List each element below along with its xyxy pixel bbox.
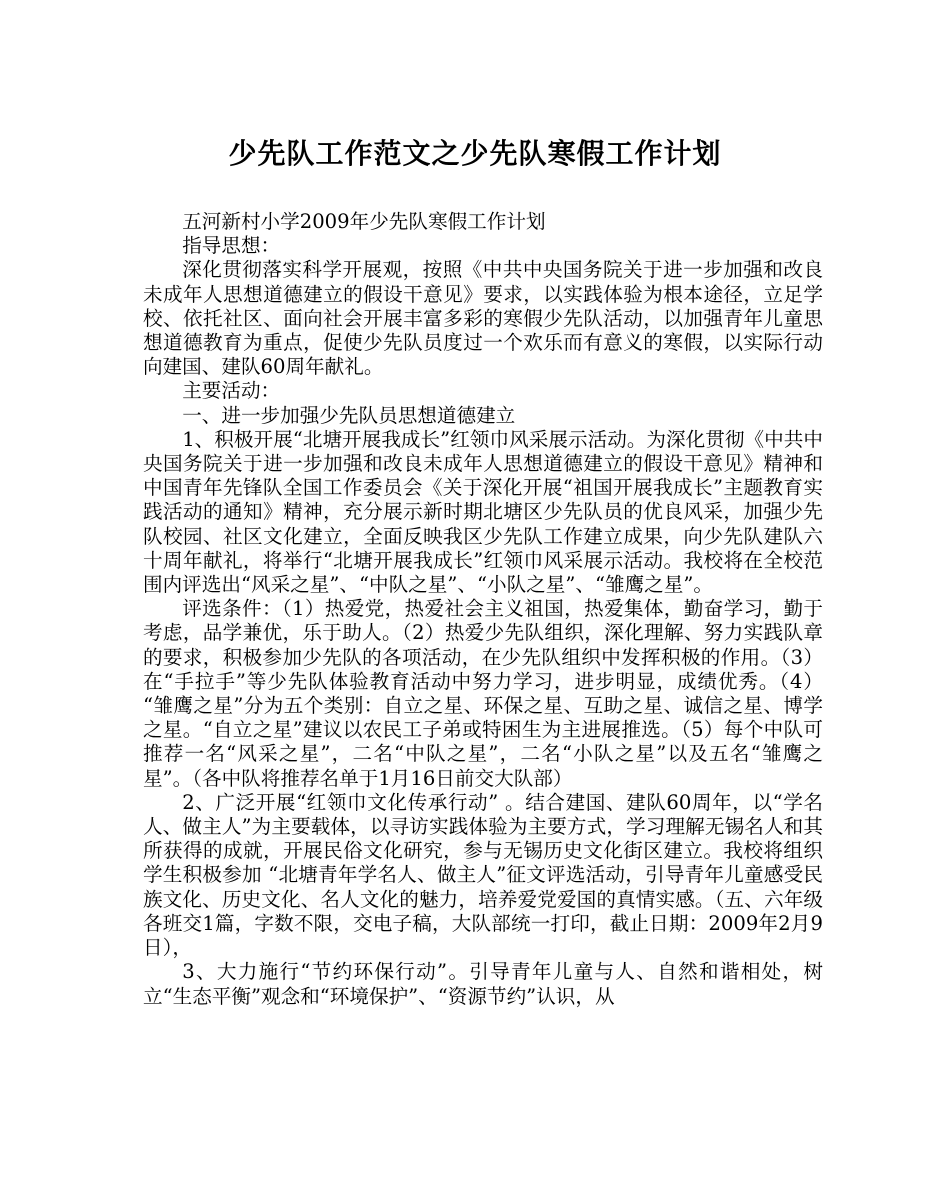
document-body (143, 210, 823, 1009)
paragraph-item-one: 1、积极开展“北塘开展我成长”红领巾风采展示活动。为深化贯彻《中共中央国务院关于进一步加强和改良未成年人思想道德建立的假设干意见》精神和中国青年先锋队全国工作委员会《关于深化开展“祖国开展我成长”主题教育实践活动的通知》精神，充分展示新时期北塘区少先队员的优良风采，加强少先队校园、社区文化建立，全面反映我区少先队工作建立成果，向少先队建队六十周年献礼，将举行“北塘开展我成长”红领巾风采展示活动。我校将在全校范围内评选出“风采之星”、“中队之星”、“小队之星”、“雏鹰之星”。 (143, 427, 823, 597)
paragraph-item-three: 3、大力施行“节约环保行动”。引导青年儿童与人、自然和谐相处，树立“生态平衡”观念和“环境保护”、“资源节约”认识，从 (143, 960, 823, 1008)
paragraph-item-two: 2、广泛开展“红领巾文化传承行动” 。结合建国、建队60周年，以“学名人、做主人”为主要载体，以寻访实践体验为主要方式，学习理解无锡名人和其所获得的成就，开展民俗文化研究，参与无锡历史文化街区建立。我校将组织学生积极参加 “北塘青年学名人、做主人”征文评选活动，引导青年儿童感受民族文化、历史文化、名人文化的魅力，培养爱党爱国的真情实感。（五、六年级各班交1篇，字数不限，交电子稿，大队部统一打印，截止日期：2009年2月9日）， (143, 790, 823, 960)
paragraph-section-one: 一、进一步加强少先队员思想道德建立 (182, 403, 516, 427)
document-title: 少先队工作范文之少先队寒假工作计划 (228, 137, 722, 170)
paragraph-activities-label: 主要活动： (182, 379, 281, 403)
paragraph-heading-line: 五河新村小学2009年少先队寒假工作计划 (182, 210, 546, 233)
paragraph-criteria: 评选条件：（1）热爱党，热爱社会主义祖国，热爱集体，勤奋学习，勤于考虑，品学兼优，乐于助人。（2）热爱少先队组织，深化理解、努力实践队章的要求，积极参加少先队的各项活动，在少先队组织中发挥积极的作用。（3）在“手拉手”等少先队体验教育活动中努力学习，进步明显，成绩优秀。（4） “雏鹰之星”分为五个类别：自立之星、环保之星、互助之星、诚信之星、博学之星。“自立之星”建议以农民工子弟或特困生为主进展推选。（5）每个中队可推荐一名“风采之星”，二名“中队之星”，二名“小队之星”以及五名“雏鹰之星”。（各中队将推荐名单于1月16日前交大队部） (143, 597, 823, 790)
paragraph-guiding-text: 深化贯彻落实科学开展观，按照《中共中央国务院关于进一步加强和改良未成年人思想道德建立的假设干意见》要求，以实践体验为根本途径，立足学校、依托社区、面向社会开展丰富多彩的寒假少先队活动，以加强青年儿童思想道德教育为重点，促使少先队员度过一个欢乐而有意义的寒假，以实际行动向建国、建队60周年献礼。 (143, 258, 823, 379)
paragraph-guiding-label: 指导思想： (182, 234, 281, 258)
